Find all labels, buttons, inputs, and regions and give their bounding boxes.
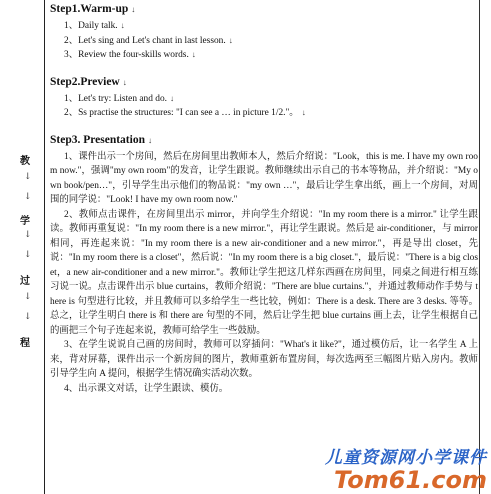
arrow-icon: ↓	[191, 50, 196, 59]
watermark-url: Tom61.com	[333, 466, 487, 494]
left-label-column	[0, 0, 45, 494]
table-right-border	[479, 0, 480, 494]
arrow-icon: ↓	[24, 192, 32, 202]
side-label-jiao: 教	[20, 156, 30, 167]
step1-heading: Step1.Warm-up ↓	[50, 3, 136, 15]
arrow-icon: ↓	[24, 292, 32, 302]
step2-item: 1、Let's try: Listen and do. ↓	[64, 93, 174, 104]
step2-item: 2、Ss practise the structures: "I can see a … in picture 1/2."。 ↓	[64, 108, 306, 118]
step1-item: 2、Let's sing and Let's chant in last lesson. ↓	[64, 35, 233, 46]
site-watermark	[325, 443, 487, 492]
arrow-icon: ↓	[169, 93, 174, 103]
side-label-cheng: 程	[20, 338, 30, 349]
arrow-icon: ↓	[120, 21, 125, 30]
arrow-icon: ↓	[147, 135, 152, 145]
step3-paragraph: 1、课件出示一个房间，然后在房间里出教师本人，然后介绍说："Look，this is me. I have my own room now."，强调"my own room"的发音，让学生跟说。教师继续出示自己的书本等物品，并介绍说："My own book/pen…"，引导学生出示他们的物品说："my own …"，最后让学生拿出纸，画上一个房间，对周围的同学说："Look! I have my own room now."	[50, 151, 478, 205]
watermark-text: 儿童资源网小学课件	[325, 448, 487, 468]
arrow-icon: ↓	[122, 77, 127, 87]
step2-heading: Step2.Preview ↓	[50, 75, 127, 88]
arrow-icon: ↓	[301, 108, 306, 117]
side-label-xue: 学	[20, 216, 30, 227]
arrow-icon: ↓	[24, 230, 32, 240]
arrow-icon: ↓	[24, 312, 32, 322]
side-label-guo: 过	[20, 276, 30, 287]
step3-heading: Step3. Presentation ↓	[50, 133, 152, 146]
step3-paragraph: 2、教师点击课件，在房间里出示 mirror，并向学生介绍说："In my room there is a mirror." 让学生跟读。教师再重复说："In my room there is a new mirror."，再让学生跟说。然后是 air-conditioner，与 mirror 相同，再连起来说："In my room there is a new air-conditioner and a new mirror."，再是导出 closet，先说："In my room there is a closet"，然后说："In my room there is a big closet."，最后说："There is a big closet，a new air-conditioner and a new mirror."。教师让学生把这几样东西画在房间里，同桌之间进行相互练习说一说。点击课件出示 blue curtains，教师介绍说："There are blue curtains."，并通过教师动作手势与 there is 句型进行比较，并且教师可以多给学生一些比较，例如：There is a desk. There are 3 desks. 等等。总之，让学生明白 there is 和 there are 句型的不同，然后让学生把 blue curtains 画上去，让学生根据自己的画把三个句子连起来说，教师可给学生一些鼓励。	[50, 209, 478, 336]
arrow-icon: ↓	[24, 250, 32, 260]
arrow-icon: ↓	[228, 35, 233, 45]
step1-item: 3、Review the four-skills words. ↓	[64, 50, 196, 60]
step3-paragraph: 4、出示课文对话，让学生跟读、模仿。	[64, 383, 229, 394]
arrow-icon: ↓	[131, 5, 136, 14]
step3-paragraph: 3、在学生说说自己画的房间时，教师可以穿插问："What's it like?"，通过模仿后，让一名学生 A 上来，背对屏幕，课件出示一个新房间的图片，教师重新布置房间，每次选两至三幅图片贴入房内。教师引导学生向 A 提问，根据学生情况确实活动次数。	[50, 340, 478, 379]
lesson-content	[50, 0, 478, 396]
step1-item: 1、Daily talk. ↓	[64, 21, 125, 31]
arrow-icon: ↓	[24, 172, 32, 182]
